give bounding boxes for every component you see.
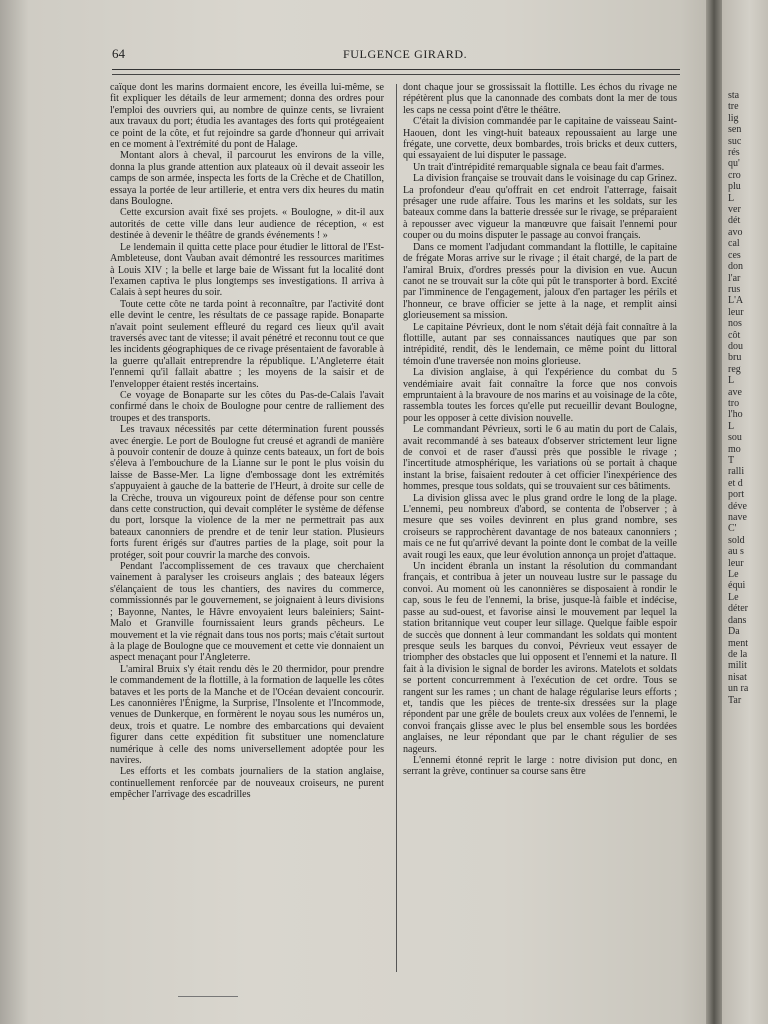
- next-page-fragment: L'A: [728, 295, 744, 307]
- next-page-fragment: cal: [728, 238, 740, 250]
- paragraph: C'était la division commandée par le capitaine de vaisseau Saint-Haouen, dont les vingt-huit bateaux repoussaient au large une frégate, une corvette, deux bombardes, trois bricks et deux cutters, qui essayaient de lui disputer le passage.: [403, 116, 677, 162]
- next-page-fragment: un ra: [728, 683, 749, 695]
- next-page-fragment: déter: [728, 603, 748, 615]
- next-page-fragment: dou: [728, 340, 743, 352]
- next-page-fragment: au s: [728, 546, 744, 558]
- next-page-fragment: avo: [728, 226, 743, 238]
- paragraph: La division glissa avec le plus grand ordre le long de la plage. L'ennemi, peu nombreux d'abord, se contenta de l'observer ; à mesure que ses voiles devinrent en plus grand nombre, ses croiseurs se rapprochèrent davantage de nos bateaux canonniers ; mais ce ne fut qu'arrivé devant la pointe dont le combat de la veille avait rougi les eaux, que leur évolution annonça un projet d'attaque.: [403, 492, 677, 561]
- next-page-fragment: cro: [728, 169, 741, 181]
- next-page-fragment: de la: [728, 648, 748, 660]
- paragraph: Un trait d'intrépidité remarquable signala ce beau fait d'armes.: [413, 161, 665, 173]
- paragraph: Les travaux nécessités par cette détermination furent poussés avec énergie. Le port de Boulogne fut creusé et agrandi de manière à pouvoir contenir de douze à quinze cents bateaux, un fort de bois s'éleva à l'embouchure de la Lianne sur le pont le plus voisin du laisse de Basse-Mer. La ligne d'embossage dont les extrémités s'appuyaient à gauche de la batterie de l'Heurt, à droite sur celle de la Crèche, trouva un vigoureux point de défense pour son centre dans cette construction, qui devait compléter le système de défense du port, lorsque la violence de la mer ne permettrait pas aux bateaux canonniers de prendre et de tenir leur station. Plusieurs forts furent érigés sur d'autres parties de la plage, soit pour la protéger, soit pour couvrir la marche des convois.: [110, 424, 384, 561]
- next-page-fragment: T: [728, 455, 735, 466]
- next-page-fragment: rés: [728, 147, 740, 159]
- next-page-fragment: milit: [728, 660, 747, 672]
- next-page-fragment: Le: [728, 569, 739, 581]
- next-page-fragment: et d: [728, 477, 743, 489]
- column-divider: [396, 84, 397, 972]
- next-page-fragment: mo: [728, 443, 741, 455]
- next-page-text-fragments: [728, 90, 748, 706]
- paragraph: Le capitaine Pévrieux, dont le nom s'était déjà fait connaître à la flottille, autant par ses connaissances nautiques que par son intrépidité, rendit, dès le lendemain, ce même point du littoral témoin d'une traversée non moins glorieuse.: [403, 321, 677, 367]
- next-page-fragment: leur: [728, 557, 744, 569]
- book-gutter: [706, 0, 722, 1024]
- next-page-fragment: L: [728, 375, 735, 387]
- next-page-fragment: L: [728, 192, 735, 204]
- paragraph: La division française se trouvait dans le voisinage du cap Grinez. La profondeur d'eau qu'offrait en cet endroit l'atterrage, faisait présager une rude affaire. Tous les marins et les soldats, sur les bateaux comme dans la batterie dressée sur le rivage, se préparaient à repousser avec vigueur la manœuvre que faisait l'ennemi pour couper ou du moins disputer le passage au convoi français.: [403, 173, 677, 242]
- paragraph: Le commandant Pévrieux, sorti le 6 au matin du port de Calais, avait recommandé à ses bateaux d'observer strictement leur ligne de convoi et de raser d'aussi près que possible le rivage ; l'incertitude atmosphérique, les variations où se portait à chaque instant la brise, faisaient redouter à cet officier l'inexpérience des hommes, presque tous soldats, qui se trouvaient sur ces bâtiments.: [403, 424, 677, 493]
- paragraph: Les efforts et les combats journaliers de la station anglaise, continuellement renforcée par de nouveaux croiseurs, ne purent empêcher l'arrivage des escadrilles: [110, 766, 384, 801]
- next-page-fragment: côt: [728, 329, 741, 341]
- next-page-fragment: plu: [728, 181, 741, 193]
- page-header: [0, 44, 716, 68]
- paragraph: Ce voyage de Bonaparte sur les côtes du Pas-de-Calais l'avait confirmé dans le choix de Boulogne pour centre de ralliement des troupes et des transports.: [110, 389, 384, 424]
- next-page-fragment: ver: [728, 204, 741, 216]
- next-page-fragment: sold: [728, 534, 745, 546]
- next-page-fragment: l'ar: [728, 272, 741, 284]
- right-text-column: [403, 82, 677, 982]
- paragraph: dont chaque jour se grossissait la flottille. Les échos du rivage ne répétèrent plus que la canonnade des combats dont la mer de tous les caps ne cessa point d'être le théâtre.: [403, 82, 677, 116]
- paragraph: Toute cette côte ne tarda point à reconnaître, par l'activité dont elle devint le centre, les résultats de ce passage rapide. Bonaparte n'avait point seulement effleuré du regard ces lieux qu'il avait traversés avec tant de vitesse; il avait pénétré et reconnu tout ce que les incidents géographiques de ce rivage présentaient de favorable à la guerre qu'allait entreprendre la république. L'Angleterre était l'ennemi qu'il fallait abattre ; les moyens de la saisir et de l'envelopper étaient restés incertains.: [110, 298, 384, 390]
- next-page-fragment: dans: [728, 614, 747, 626]
- paragraph: Montant alors à cheval, il parcourut les environs de la ville, donna la plus grande attention aux plateaux où il devait asseoir les camps de son armée, inspecta les forts de la Crèche et de Chatillon, essaya la portée de leur artillerie, et entra vers dix heures du matin dans Boulogne.: [110, 150, 384, 208]
- next-page-fragment: ment: [728, 637, 748, 649]
- next-page-edge: [722, 0, 768, 1024]
- next-page-fragment: Da: [728, 626, 740, 638]
- next-page-fragment: bru: [728, 352, 742, 364]
- next-page-fragment: nave: [728, 512, 747, 524]
- next-page-fragment: l'ho: [728, 409, 743, 421]
- next-page-fragment: déve: [728, 500, 747, 512]
- next-page-fragment: ralli: [728, 466, 745, 478]
- paragraph: Un incident ébranla un instant la résolution du commandant français, et contribua à jeter un nouveau lustre sur le passage du convoi. Au moment où les canonnières se disposaient à rondir le cap, sous le feu de l'ennemi, la brise, jusque-là faible et indécise, passe au sud-ouest, et favorise ainsi le mouvement par lequel la station britannique veut couper leur sillage. Quelque faible espoir de succès que donnent à leur commandant les soldats qui montent presque seuls les barques du convoi, Pévrieux veut essayer de triompher des obstacles que lui opposent et l'ennemi et la nature. Il fait à la division le signal de border les avirons. Matelots et soldats se portent concurremment à l'exécution de cet ordre. Tous se rangent sur les rames ; un chant de halage régularise leurs efforts ; et, tandis que les pièces de trente-six dressées sur la plage répondent par une grêle de boulets creux aux volées de l'ennemi, le convoi français glisse avec le plus bel ensemble sous les bordées anglaises, ne leur répondant que par le chant régulier de ses nageurs.: [403, 561, 677, 755]
- footer-rule: [178, 996, 238, 997]
- header-rule-thin: [112, 74, 680, 75]
- running-title: FULGENCE GIRARD.: [343, 47, 468, 61]
- next-page-fragment: Tar: [728, 694, 742, 706]
- next-page-fragment: suc: [728, 135, 742, 147]
- next-page-fragment: reg: [728, 363, 741, 375]
- next-page-fragment: équi: [728, 580, 746, 592]
- next-page-fragment: rus: [728, 283, 741, 295]
- next-page-fragment: tro: [728, 397, 740, 409]
- next-page-fragment: dét: [728, 215, 741, 227]
- next-page-fragment: ces: [728, 249, 741, 261]
- paragraph: Dans ce moment l'adjudant commandant la flottille, le capitaine de frégate Moras arrive sur le rivage ; il était chargé, de la part de l'amiral Bruix, d'ordres pressés pour la division en vue. Aucun canot ne se trouvait sur la côte qui pût le transporter à bord. Excité par l'imminence de l'engagement, jaloux d'en partager les périls et l'honneur, ce brave officier se jette à la nage, et remplit ainsi glorieusement sa mission.: [403, 241, 677, 322]
- next-page-fragment: nisat: [728, 671, 747, 683]
- paragraph: Cette excursion avait fixé ses projets. « Boulogne, » dit-il aux autorités de cette ville dans leur audience de réception, « est destinée à devenir le théâtre de grands événements ! »: [110, 207, 384, 242]
- next-page-fragment: C': [728, 523, 737, 535]
- next-page-fragment: leur: [728, 306, 744, 318]
- paragraph: L'amiral Bruix s'y était rendu dès le 20 thermidor, pour prendre le commandement de la flottille, à la formation de laquelle les côtes bataves et les ports de la Manche et de l'Océan devaient concourir. Les canonnières l'Énigme, la Surprise, l'Insolente et l'Incommode, venues de Dunkerque, en formèrent le noyau sous les numéros un, deux, trois et quatre. Le nombre des embarcations qui devaient figurer dans cette expédition fit substituer une nomenclature numérique à celle des noms universellement adoptée pour les navires.: [110, 663, 384, 766]
- header-rule-thick: [112, 69, 680, 70]
- next-page-fragment: sou: [728, 432, 742, 444]
- paragraph: caïque dont les marins dormaient encore, les éveilla lui-même, se fit expliquer les détails de leur armement; donna des ordres pour l'emploi des ouvriers qui, au nombre de quinze cents, se livraient aux travaux du port; étudia les avantages des forts qui protégeaient ce point de la côte, et fut rejoindre sa garde d'honneur qui arrivait en ce moment à l'extrémité du pont de Halage.: [110, 82, 384, 151]
- paragraph: L'ennemi étonné reprit le large : notre division put donc, en serrant la grève, continuer sa course sans être: [403, 754, 677, 778]
- next-page-fragment: sta: [728, 90, 740, 101]
- next-page-fragment: sen: [728, 124, 742, 136]
- paragraph: Pendant l'accomplissement de ces travaux que cherchaient vainement à paralyser les croiseurs anglais ; des bateaux légers s'élançaient de tous les chantiers, des navires du commerce, commissionnés par le gouvernement, se joignaient à leurs divisions ; Bayonne, Nantes, le Hâvre envoyaient leurs baleiniers; Saint-Malo et Granville fournissaient leurs grands pêcheurs. Le mouvement et la vie régnait dans tous nos ports; mais c'était surtout à la plage de Boulogne que ce mouvement et cette vie donnaient un aspect menaçant pour l'Angleterre.: [110, 561, 384, 664]
- next-page-fragment: qu': [728, 158, 740, 170]
- next-page-fragment: don: [728, 261, 743, 273]
- left-text-column: [110, 82, 384, 982]
- next-page-fragment: ave: [728, 386, 742, 398]
- paragraph: La division anglaise, à qui l'expérience du combat du 5 vendémiaire avait fait connaître la force que nos convois empruntaient à la bravoure de nos marins et au voisinage de la côte, rassembla toutes les forces qu'elle put recueillir devant Boulogne, pour les opposer à cette division nouvelle.: [403, 367, 677, 424]
- next-page-fragment: L: [728, 420, 735, 432]
- paragraph: Le lendemain il quitta cette place pour étudier le littoral de l'Est-Ambleteuse, dont Vauban avait démontré les ressources maritimes à Louis XIV ; la belle et large baie de Wissant fut la localité dont l'examen captiva le plus longtemps ses investigations. Il arriva à Calais à sept heures du soir.: [110, 241, 384, 299]
- next-page-fragment: Le: [728, 591, 739, 603]
- next-page-fragment: tre: [728, 101, 739, 113]
- next-page-fragment: nos: [728, 318, 742, 330]
- next-page-fragment: port: [728, 489, 745, 501]
- next-page-fragment: lig: [728, 112, 739, 124]
- page-number: 64: [112, 46, 125, 61]
